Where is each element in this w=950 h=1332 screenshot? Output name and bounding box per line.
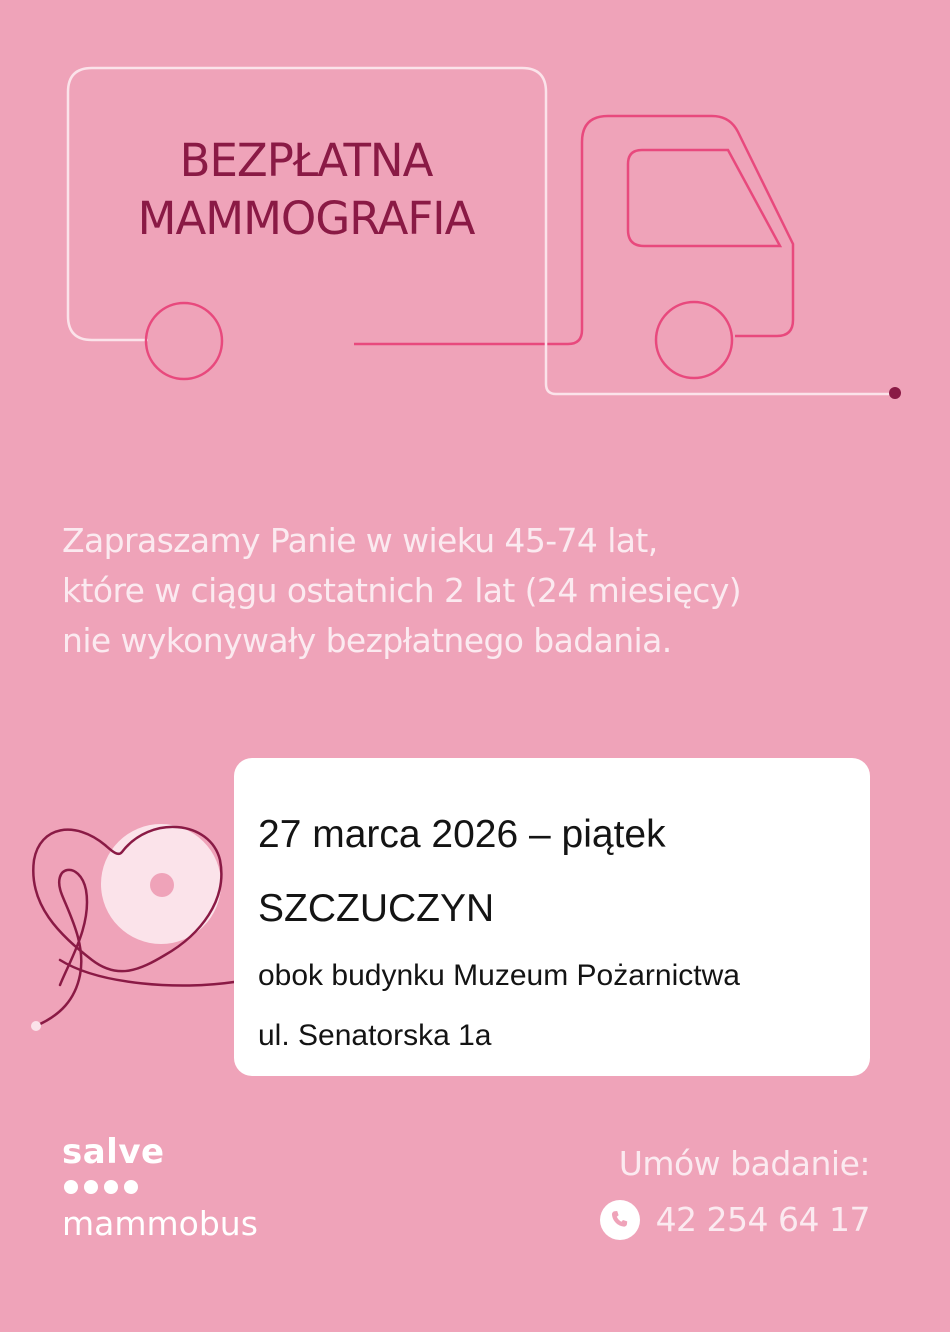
logo-dot [104,1180,118,1194]
event-date: 27 marca 2026 – piątek [258,813,666,856]
logo-dot [84,1180,98,1194]
logo-bottom: mammobus [62,1204,258,1243]
invitation-line-3: nie wykonywały bezpłatnego badania. [62,621,672,660]
heart-line-icon [0,800,260,1050]
logo-top: salve [62,1132,165,1172]
event-city: SZCZUCZYN [258,887,495,930]
headline-line-2: MAMMOGRAFIA [137,192,475,245]
event-street: ul. Senatorska 1a [258,1019,492,1052]
phone-row[interactable] [600,1198,870,1242]
event-place: obok budynku Muzeum Pożarnictwa [258,959,740,992]
logo-dots [64,1180,258,1194]
invitation-text [62,516,922,666]
event-card [234,758,870,1076]
phone-icon [600,1200,640,1240]
invitation-line-1: Zapraszamy Panie w wieku 45-74 lat, [62,521,658,560]
logo-dot [64,1180,78,1194]
contact-cta: Umów badanie: [618,1144,870,1183]
contact-block [600,1140,870,1242]
logo-dot [124,1180,138,1194]
invitation-line-2: które w ciągu ostatnich 2 lat (24 miesięcy) [62,571,742,610]
headline-line-1: BEZPŁATNA [179,134,433,187]
headline [70,132,542,248]
salve-mammobus-logo [62,1132,258,1244]
phone-number[interactable]: 42 254 64 17 [655,1200,870,1239]
